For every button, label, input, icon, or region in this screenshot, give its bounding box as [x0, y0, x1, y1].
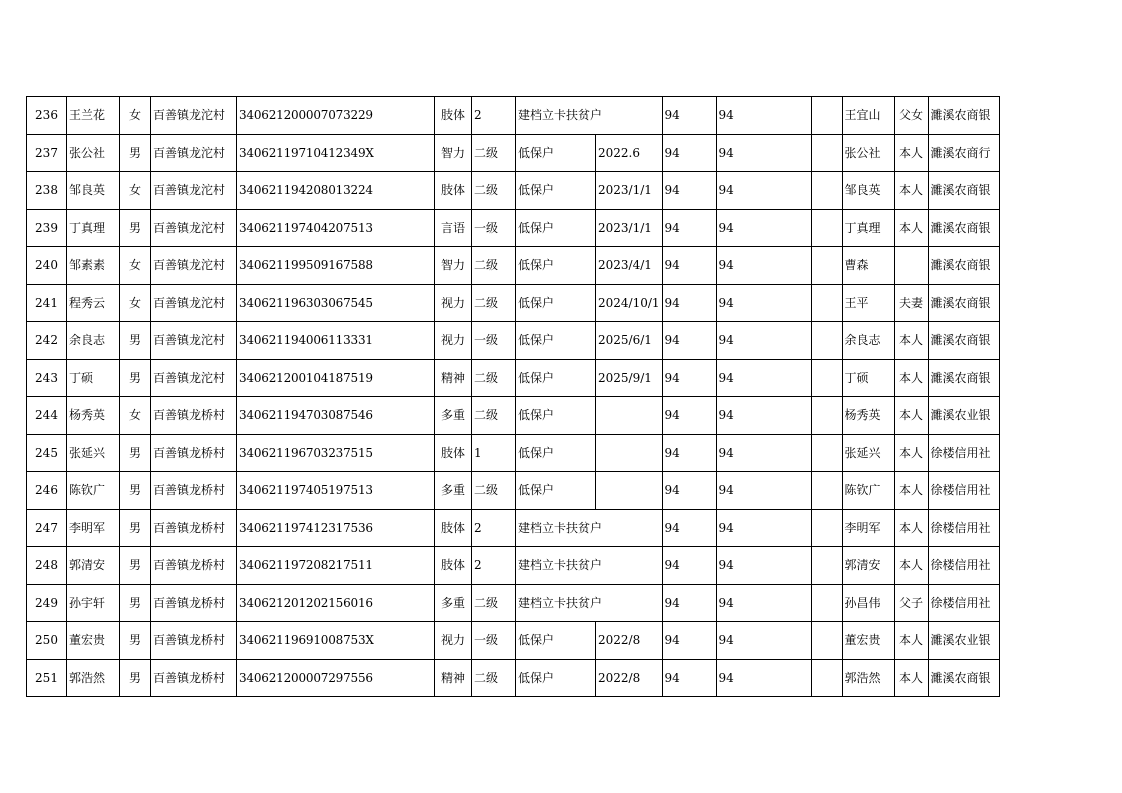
relation-cell: 本人: [894, 472, 928, 510]
payee-cell: 曹森: [842, 247, 894, 285]
name-cell: 陈钦广: [67, 472, 120, 510]
disability-grade-cell: 二级: [472, 359, 516, 397]
blank-cell: [811, 659, 842, 697]
blank-cell: [811, 97, 842, 135]
amount-1-cell: 94: [662, 472, 716, 510]
disability-type-cell: 视力: [435, 322, 472, 360]
bank-cell: 徐楼信用社: [928, 547, 999, 585]
bank-cell: 濉溪农商银: [928, 284, 999, 322]
payee-cell: 丁真理: [842, 209, 894, 247]
amount-1-cell: 94: [662, 397, 716, 435]
village-cell: 百善镇龙桥村: [151, 509, 237, 547]
sex-cell: 男: [120, 134, 151, 172]
start-date-cell: [596, 472, 663, 510]
row-number-cell: 243: [27, 359, 67, 397]
disability-grade-cell: 2: [472, 97, 516, 135]
bank-cell: 濉溪农业银: [928, 622, 999, 660]
blank-cell: [811, 584, 842, 622]
blank-cell: [811, 247, 842, 285]
name-cell: 丁真理: [67, 209, 120, 247]
blank-cell: [811, 209, 842, 247]
table-row: [27, 322, 1000, 360]
blank-cell: [811, 397, 842, 435]
row-number-cell: 248: [27, 547, 67, 585]
blank-cell: [811, 322, 842, 360]
id-number-cell: 34062119710412349X: [237, 134, 435, 172]
village-cell: 百善镇龙沱村: [151, 172, 237, 210]
payee-cell: 孙昌伟: [842, 584, 894, 622]
amount-2-cell: 94: [716, 584, 811, 622]
relation-cell: 夫妻: [894, 284, 928, 322]
name-cell: 张公社: [67, 134, 120, 172]
blank-cell: [811, 134, 842, 172]
amount-2-cell: 94: [716, 547, 811, 585]
amount-1-cell: 94: [662, 584, 716, 622]
bank-cell: 濉溪农商银: [928, 247, 999, 285]
amount-1-cell: 94: [662, 172, 716, 210]
relation-cell: 父女: [894, 97, 928, 135]
disability-grade-cell: 1: [472, 434, 516, 472]
disability-grade-cell: 2: [472, 509, 516, 547]
disability-type-cell: 智力: [435, 247, 472, 285]
table-row: [27, 397, 1000, 435]
amount-2-cell: 94: [716, 397, 811, 435]
disability-grade-cell: 二级: [472, 172, 516, 210]
support-type-cell: 建档立卡扶贫户: [516, 97, 663, 135]
disability-type-cell: 精神: [435, 359, 472, 397]
support-type-cell: 建档立卡扶贫户: [516, 509, 663, 547]
village-cell: 百善镇龙桥村: [151, 659, 237, 697]
sex-cell: 男: [120, 509, 151, 547]
payee-cell: 王宜山: [842, 97, 894, 135]
row-number-cell: 245: [27, 434, 67, 472]
name-cell: 程秀云: [67, 284, 120, 322]
start-date-cell: 2023/4/1: [596, 247, 663, 285]
amount-2-cell: 94: [716, 659, 811, 697]
disability-grade-cell: 二级: [472, 397, 516, 435]
relation-cell: 父子: [894, 584, 928, 622]
sex-cell: 女: [120, 397, 151, 435]
relation-cell: 本人: [894, 622, 928, 660]
disability-grade-cell: 二级: [472, 134, 516, 172]
id-number-cell: 340621197405197513: [237, 472, 435, 510]
sex-cell: 男: [120, 584, 151, 622]
amount-2-cell: 94: [716, 209, 811, 247]
blank-cell: [811, 472, 842, 510]
amount-2-cell: 94: [716, 359, 811, 397]
village-cell: 百善镇龙沱村: [151, 134, 237, 172]
village-cell: 百善镇龙沱村: [151, 247, 237, 285]
id-number-cell: 340621200007073229: [237, 97, 435, 135]
payee-cell: 杨秀英: [842, 397, 894, 435]
name-cell: 余良志: [67, 322, 120, 360]
disability-grade-cell: 二级: [472, 284, 516, 322]
amount-2-cell: 94: [716, 172, 811, 210]
row-number-cell: 250: [27, 622, 67, 660]
support-type-cell: 低保户: [516, 622, 596, 660]
blank-cell: [811, 509, 842, 547]
name-cell: 邹素素: [67, 247, 120, 285]
amount-1-cell: 94: [662, 434, 716, 472]
disability-grade-cell: 一级: [472, 622, 516, 660]
payee-cell: 郭清安: [842, 547, 894, 585]
id-number-cell: 340621196303067545: [237, 284, 435, 322]
amount-2-cell: 94: [716, 134, 811, 172]
disability-type-cell: 肢体: [435, 547, 472, 585]
sex-cell: 男: [120, 472, 151, 510]
payee-cell: 丁硕: [842, 359, 894, 397]
amount-2-cell: 94: [716, 509, 811, 547]
sex-cell: 女: [120, 284, 151, 322]
amount-2-cell: 94: [716, 322, 811, 360]
name-cell: 郭清安: [67, 547, 120, 585]
bank-cell: 濉溪农商银: [928, 172, 999, 210]
row-number-cell: 241: [27, 284, 67, 322]
amount-2-cell: 94: [716, 622, 811, 660]
disability-type-cell: 视力: [435, 284, 472, 322]
table-row: [27, 359, 1000, 397]
support-type-cell: 低保户: [516, 397, 596, 435]
id-number-cell: 340621194703087546: [237, 397, 435, 435]
bank-cell: 濉溪农商银: [928, 322, 999, 360]
blank-cell: [811, 284, 842, 322]
amount-1-cell: 94: [662, 509, 716, 547]
name-cell: 杨秀英: [67, 397, 120, 435]
payee-cell: 余良志: [842, 322, 894, 360]
bank-cell: 濉溪农商银: [928, 359, 999, 397]
amount-1-cell: 94: [662, 322, 716, 360]
relation-cell: 本人: [894, 397, 928, 435]
bank-cell: 徐楼信用社: [928, 434, 999, 472]
row-number-cell: 242: [27, 322, 67, 360]
amount-1-cell: 94: [662, 659, 716, 697]
payee-cell: 董宏贵: [842, 622, 894, 660]
id-number-cell: 340621199509167588: [237, 247, 435, 285]
row-number-cell: 238: [27, 172, 67, 210]
amount-1-cell: 94: [662, 209, 716, 247]
village-cell: 百善镇龙桥村: [151, 434, 237, 472]
id-number-cell: 340621200104187519: [237, 359, 435, 397]
id-number-cell: 340621197404207513: [237, 209, 435, 247]
row-number-cell: 251: [27, 659, 67, 697]
sex-cell: 男: [120, 359, 151, 397]
relation-cell: 本人: [894, 134, 928, 172]
relation-cell: 本人: [894, 322, 928, 360]
id-number-cell: 340621197412317536: [237, 509, 435, 547]
disability-type-cell: 智力: [435, 134, 472, 172]
disability-grade-cell: 二级: [472, 584, 516, 622]
table-row: [27, 472, 1000, 510]
table-body: [27, 97, 1000, 697]
start-date-cell: 2023/1/1: [596, 172, 663, 210]
table-row: [27, 659, 1000, 697]
blank-cell: [811, 172, 842, 210]
disability-type-cell: 肢体: [435, 509, 472, 547]
name-cell: 董宏贵: [67, 622, 120, 660]
disability-type-cell: 精神: [435, 659, 472, 697]
start-date-cell: 2022/8: [596, 622, 663, 660]
name-cell: 孙宇轩: [67, 584, 120, 622]
payee-cell: 张延兴: [842, 434, 894, 472]
support-type-cell: 低保户: [516, 322, 596, 360]
payee-cell: 郭浩然: [842, 659, 894, 697]
amount-2-cell: 94: [716, 434, 811, 472]
disability-grade-cell: 一级: [472, 209, 516, 247]
name-cell: 张延兴: [67, 434, 120, 472]
id-number-cell: 340621200007297556: [237, 659, 435, 697]
blank-cell: [811, 622, 842, 660]
disability-grade-cell: 二级: [472, 659, 516, 697]
support-type-cell: 低保户: [516, 172, 596, 210]
amount-2-cell: 94: [716, 247, 811, 285]
start-date-cell: 2025/6/1: [596, 322, 663, 360]
village-cell: 百善镇龙沱村: [151, 209, 237, 247]
sex-cell: 男: [120, 434, 151, 472]
table-row: [27, 584, 1000, 622]
payee-cell: 李明军: [842, 509, 894, 547]
village-cell: 百善镇龙桥村: [151, 584, 237, 622]
village-cell: 百善镇龙桥村: [151, 622, 237, 660]
bank-cell: 濉溪农商银: [928, 209, 999, 247]
support-type-cell: 低保户: [516, 134, 596, 172]
village-cell: 百善镇龙沱村: [151, 322, 237, 360]
row-number-cell: 244: [27, 397, 67, 435]
id-number-cell: 340621194208013224: [237, 172, 435, 210]
sex-cell: 男: [120, 209, 151, 247]
village-cell: 百善镇龙桥村: [151, 547, 237, 585]
amount-2-cell: 94: [716, 97, 811, 135]
payee-cell: 陈钦广: [842, 472, 894, 510]
table-row: [27, 209, 1000, 247]
amount-1-cell: 94: [662, 547, 716, 585]
support-type-cell: 低保户: [516, 284, 596, 322]
disability-type-cell: 多重: [435, 584, 472, 622]
beneficiary-table: [26, 96, 1000, 697]
support-type-cell: 建档立卡扶贫户: [516, 547, 663, 585]
id-number-cell: 340621201202156016: [237, 584, 435, 622]
table-row: [27, 247, 1000, 285]
start-date-cell: 2025/9/1: [596, 359, 663, 397]
relation-cell: 本人: [894, 172, 928, 210]
village-cell: 百善镇龙沱村: [151, 97, 237, 135]
row-number-cell: 247: [27, 509, 67, 547]
relation-cell: 本人: [894, 547, 928, 585]
relation-cell: 本人: [894, 434, 928, 472]
relation-cell: 本人: [894, 509, 928, 547]
village-cell: 百善镇龙桥村: [151, 397, 237, 435]
start-date-cell: 2022/8: [596, 659, 663, 697]
row-number-cell: 246: [27, 472, 67, 510]
support-type-cell: 低保户: [516, 247, 596, 285]
disability-type-cell: 肢体: [435, 172, 472, 210]
row-number-cell: 249: [27, 584, 67, 622]
name-cell: 李明军: [67, 509, 120, 547]
village-cell: 百善镇龙沱村: [151, 284, 237, 322]
row-number-cell: 240: [27, 247, 67, 285]
amount-1-cell: 94: [662, 622, 716, 660]
table-row: [27, 134, 1000, 172]
sex-cell: 男: [120, 322, 151, 360]
name-cell: 邹良英: [67, 172, 120, 210]
blank-cell: [811, 547, 842, 585]
amount-2-cell: 94: [716, 284, 811, 322]
start-date-cell: 2022.6: [596, 134, 663, 172]
start-date-cell: [596, 434, 663, 472]
id-number-cell: 34062119691008753X: [237, 622, 435, 660]
id-number-cell: 340621194006113331: [237, 322, 435, 360]
payee-cell: 王平: [842, 284, 894, 322]
id-number-cell: 340621196703237515: [237, 434, 435, 472]
disability-type-cell: 多重: [435, 397, 472, 435]
name-cell: 王兰花: [67, 97, 120, 135]
support-type-cell: 低保户: [516, 359, 596, 397]
payee-cell: 邹良英: [842, 172, 894, 210]
disability-grade-cell: 一级: [472, 322, 516, 360]
disability-type-cell: 肢体: [435, 97, 472, 135]
disability-grade-cell: 二级: [472, 247, 516, 285]
start-date-cell: 2023/1/1: [596, 209, 663, 247]
amount-1-cell: 94: [662, 284, 716, 322]
table-row: [27, 434, 1000, 472]
disability-type-cell: 视力: [435, 622, 472, 660]
support-type-cell: 低保户: [516, 434, 596, 472]
disability-grade-cell: 二级: [472, 472, 516, 510]
bank-cell: 濉溪农商银: [928, 659, 999, 697]
row-number-cell: 239: [27, 209, 67, 247]
row-number-cell: 237: [27, 134, 67, 172]
start-date-cell: 2024/10/1: [596, 284, 663, 322]
village-cell: 百善镇龙桥村: [151, 472, 237, 510]
relation-cell: [894, 247, 928, 285]
village-cell: 百善镇龙沱村: [151, 359, 237, 397]
row-number-cell: 236: [27, 97, 67, 135]
id-number-cell: 340621197208217511: [237, 547, 435, 585]
support-type-cell: 建档立卡扶贫户: [516, 584, 663, 622]
sex-cell: 男: [120, 622, 151, 660]
bank-cell: 濉溪农业银: [928, 397, 999, 435]
relation-cell: 本人: [894, 359, 928, 397]
relation-cell: 本人: [894, 659, 928, 697]
table-row: [27, 622, 1000, 660]
payee-cell: 张公社: [842, 134, 894, 172]
support-type-cell: 低保户: [516, 209, 596, 247]
bank-cell: 濉溪农商银: [928, 97, 999, 135]
table-row: [27, 509, 1000, 547]
bank-cell: 徐楼信用社: [928, 509, 999, 547]
disability-type-cell: 言语: [435, 209, 472, 247]
blank-cell: [811, 434, 842, 472]
amount-2-cell: 94: [716, 472, 811, 510]
bank-cell: 徐楼信用社: [928, 472, 999, 510]
disability-type-cell: 肢体: [435, 434, 472, 472]
amount-1-cell: 94: [662, 359, 716, 397]
disability-type-cell: 多重: [435, 472, 472, 510]
sex-cell: 女: [120, 97, 151, 135]
blank-cell: [811, 359, 842, 397]
table-row: [27, 284, 1000, 322]
support-type-cell: 低保户: [516, 659, 596, 697]
amount-1-cell: 94: [662, 247, 716, 285]
amount-1-cell: 94: [662, 97, 716, 135]
sex-cell: 女: [120, 247, 151, 285]
support-type-cell: 低保户: [516, 472, 596, 510]
table-row: [27, 97, 1000, 135]
name-cell: 郭浩然: [67, 659, 120, 697]
start-date-cell: [596, 397, 663, 435]
disability-grade-cell: 2: [472, 547, 516, 585]
bank-cell: 徐楼信用社: [928, 584, 999, 622]
amount-1-cell: 94: [662, 134, 716, 172]
name-cell: 丁硕: [67, 359, 120, 397]
bank-cell: 濉溪农商行: [928, 134, 999, 172]
sex-cell: 男: [120, 659, 151, 697]
table-row: [27, 547, 1000, 585]
table-row: [27, 172, 1000, 210]
sex-cell: 女: [120, 172, 151, 210]
relation-cell: 本人: [894, 209, 928, 247]
sex-cell: 男: [120, 547, 151, 585]
